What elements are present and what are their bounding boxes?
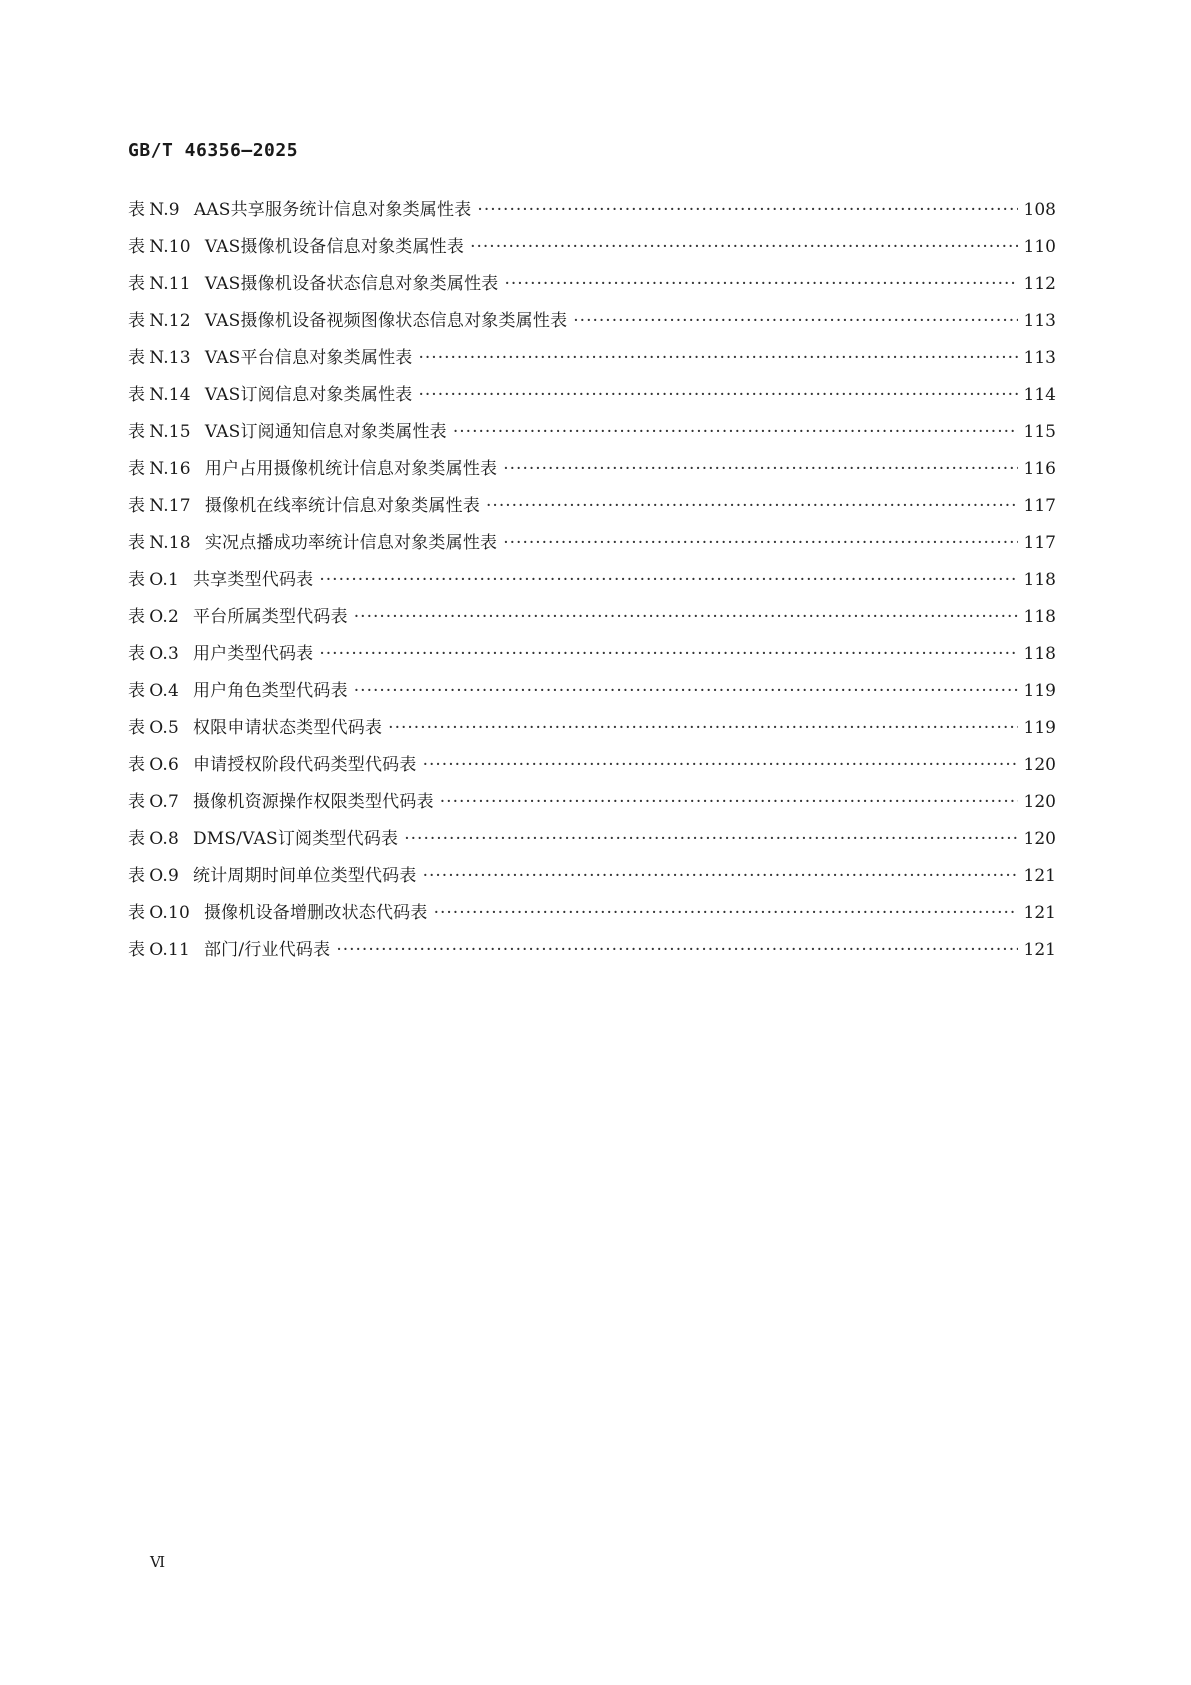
toc-entry[interactable] (128, 784, 1056, 821)
toc-leader-dots (573, 303, 1017, 340)
toc-entry-prefix: 表 (128, 237, 146, 257)
toc-entry-title: 申请授权阶段代码类型代码表 (192, 755, 417, 775)
toc-entry-label (128, 673, 348, 710)
toc-leader-dots (423, 858, 1018, 895)
toc-entry-prefix: 表 (128, 274, 146, 294)
toc-entry-page: 120 (1023, 755, 1056, 775)
toc-entry-title: 共享类型代码表 (192, 570, 314, 590)
toc-entry-number: N.12 (149, 311, 191, 331)
toc-entry-page: 113 (1023, 311, 1056, 331)
toc-leader-dots (336, 932, 1017, 969)
toc-entry-label (128, 895, 428, 932)
toc-entry-title: AAS共享服务统计信息对象类属性表 (193, 200, 472, 220)
toc-entry-page: 116 (1023, 459, 1056, 479)
toc-entry-label (128, 229, 464, 266)
toc-entry-label (128, 636, 313, 673)
toc-leader-dots (486, 488, 1018, 525)
toc-entry[interactable] (128, 673, 1056, 710)
toc-entry-label (128, 266, 498, 303)
toc-entry[interactable] (128, 192, 1056, 229)
toc-leader-dots (477, 192, 1017, 229)
toc-entry-title: 用户占用摄像机统计信息对象类属性表 (204, 459, 498, 479)
toc-entry-page: 108 (1023, 200, 1056, 220)
toc-entry-label (128, 747, 417, 784)
toc-entry-prefix: 表 (128, 644, 146, 664)
toc-entry-page: 121 (1023, 903, 1056, 923)
toc-entry-number: O.2 (149, 607, 179, 627)
toc-leader-dots (418, 377, 1017, 414)
toc-leader-dots (504, 266, 1017, 303)
toc-entry-page: 110 (1023, 237, 1056, 257)
toc-entry-number: O.11 (149, 940, 190, 960)
toc-entry[interactable] (128, 599, 1056, 636)
toc-entry[interactable] (128, 414, 1056, 451)
toc-entry-prefix: 表 (128, 496, 146, 516)
toc-leader-dots (418, 340, 1017, 377)
toc-entry-page: 112 (1023, 274, 1056, 294)
toc-entry[interactable] (128, 895, 1056, 932)
toc-entry-prefix: 表 (128, 718, 146, 738)
toc-entry-title: 权限申请状态类型代码表 (192, 718, 383, 738)
toc-entry-page: 117 (1023, 496, 1056, 516)
toc-entry[interactable] (128, 266, 1056, 303)
toc-entry-prefix: 表 (128, 681, 146, 701)
toc-entry-label (128, 303, 567, 340)
table-of-contents (128, 192, 1056, 969)
toc-entry-label (128, 340, 412, 377)
toc-leader-dots (503, 525, 1017, 562)
toc-entry-label (128, 451, 497, 488)
toc-leader-dots (440, 784, 1018, 821)
toc-entry-label (128, 858, 417, 895)
toc-entry[interactable] (128, 858, 1056, 895)
toc-entry[interactable] (128, 525, 1056, 562)
toc-entry-title: VAS摄像机设备状态信息对象类属性表 (204, 274, 499, 294)
toc-entry-prefix: 表 (128, 311, 146, 331)
toc-entry-page: 113 (1023, 348, 1056, 368)
toc-entry[interactable] (128, 636, 1056, 673)
toc-entry-title: 摄像机设备增删改状态代码表 (203, 903, 428, 923)
toc-leader-dots (503, 451, 1017, 488)
toc-entry-number: O.7 (149, 792, 179, 812)
page-number: Ⅵ (150, 1553, 166, 1571)
toc-entry-label (128, 710, 382, 747)
toc-entry-number: N.10 (149, 237, 191, 257)
toc-entry-page: 117 (1023, 533, 1056, 553)
toc-entry-prefix: 表 (128, 348, 146, 368)
toc-entry[interactable] (128, 377, 1056, 414)
toc-entry-title: 用户类型代码表 (192, 644, 314, 664)
toc-entry-prefix: 表 (128, 385, 146, 405)
toc-entry-page: 121 (1023, 866, 1056, 886)
toc-entry[interactable] (128, 229, 1056, 266)
toc-leader-dots (354, 673, 1018, 710)
toc-entry-title: DMS/VAS订阅类型代码表 (192, 829, 399, 849)
toc-entry-title: 平台所属类型代码表 (192, 607, 348, 627)
toc-entry-number: N.9 (149, 200, 180, 220)
toc-entry-number: O.3 (149, 644, 179, 664)
toc-entry-prefix: 表 (128, 829, 146, 849)
toc-entry-label (128, 525, 497, 562)
toc-entry-number: O.9 (149, 866, 179, 886)
toc-entry-title: VAS摄像机设备信息对象类属性表 (204, 237, 465, 257)
toc-entry-page: 119 (1023, 681, 1056, 701)
toc-entry-number: O.8 (149, 829, 179, 849)
toc-entry-title: VAS订阅通知信息对象类属性表 (204, 422, 447, 442)
toc-leader-dots (404, 821, 1017, 858)
toc-leader-dots (423, 747, 1018, 784)
toc-entry[interactable] (128, 747, 1056, 784)
toc-entry-number: O.6 (149, 755, 179, 775)
toc-entry[interactable] (128, 821, 1056, 858)
toc-entry-label (128, 192, 471, 229)
toc-entry-number: N.11 (149, 274, 191, 294)
toc-entry-label (128, 821, 398, 858)
toc-entry-number: N.13 (149, 348, 191, 368)
toc-entry-page: 118 (1023, 607, 1056, 627)
toc-entry-title: VAS平台信息对象类属性表 (204, 348, 413, 368)
toc-leader-dots (470, 229, 1017, 266)
toc-entry-title: 摄像机在线率统计信息对象类属性表 (204, 496, 481, 516)
toc-entry-page: 118 (1023, 570, 1056, 590)
toc-leader-dots (434, 895, 1018, 932)
toc-entry-number: N.16 (149, 459, 191, 479)
toc-entry-title: 实况点播成功率统计信息对象类属性表 (204, 533, 498, 553)
toc-entry-prefix: 表 (128, 940, 146, 960)
document-id-header: GB/T 46356—2025 (128, 140, 299, 161)
toc-entry-title: 部门/行业代码表 (203, 940, 331, 960)
toc-entry-prefix: 表 (128, 607, 146, 627)
toc-entry-page: 115 (1023, 422, 1056, 442)
toc-entry-label (128, 562, 313, 599)
toc-entry[interactable] (128, 488, 1056, 525)
toc-leader-dots (319, 562, 1017, 599)
toc-entry[interactable] (128, 451, 1056, 488)
toc-entry-title: VAS订阅信息对象类属性表 (204, 385, 413, 405)
toc-entry-number: N.17 (149, 496, 191, 516)
toc-entry-label (128, 377, 412, 414)
toc-entry-title: 摄像机资源操作权限类型代码表 (192, 792, 434, 812)
toc-entry-prefix: 表 (128, 533, 146, 553)
toc-entry-page: 120 (1023, 829, 1056, 849)
toc-entry[interactable] (128, 710, 1056, 747)
toc-entry-prefix: 表 (128, 866, 146, 886)
toc-entry-page: 118 (1023, 644, 1056, 664)
toc-entry-prefix: 表 (128, 200, 146, 220)
toc-entry-prefix: 表 (128, 792, 146, 812)
toc-entry-label (128, 784, 434, 821)
toc-entry-title: 统计周期时间单位类型代码表 (192, 866, 417, 886)
toc-leader-dots (354, 599, 1018, 636)
toc-entry-page: 120 (1023, 792, 1056, 812)
toc-entry-page: 121 (1023, 940, 1056, 960)
toc-entry-title: 用户角色类型代码表 (192, 681, 348, 701)
toc-entry[interactable] (128, 340, 1056, 377)
toc-entry[interactable] (128, 562, 1056, 599)
toc-entry-prefix: 表 (128, 755, 146, 775)
toc-entry-prefix: 表 (128, 459, 146, 479)
toc-leader-dots (319, 636, 1017, 673)
toc-entry-number: O.10 (149, 903, 190, 923)
toc-entry-number: O.1 (149, 570, 179, 590)
toc-entry[interactable] (128, 303, 1056, 340)
toc-entry-prefix: 表 (128, 422, 146, 442)
toc-entry-prefix: 表 (128, 570, 146, 590)
toc-entry-number: N.14 (149, 385, 191, 405)
toc-entry-prefix: 表 (128, 903, 146, 923)
toc-entry-label (128, 414, 447, 451)
toc-entry-label (128, 932, 330, 969)
toc-entry-number: O.4 (149, 681, 179, 701)
toc-entry-label (128, 599, 348, 636)
toc-entry-label (128, 488, 480, 525)
toc-leader-dots (388, 710, 1017, 747)
toc-entry-number: N.18 (149, 533, 191, 553)
toc-entry-page: 119 (1023, 718, 1056, 738)
toc-entry-title: VAS摄像机设备视频图像状态信息对象类属性表 (204, 311, 568, 331)
toc-entry-page: 114 (1023, 385, 1056, 405)
toc-entry-number: O.5 (149, 718, 179, 738)
toc-leader-dots (453, 414, 1018, 451)
toc-entry[interactable] (128, 932, 1056, 969)
toc-entry-number: N.15 (149, 422, 191, 442)
